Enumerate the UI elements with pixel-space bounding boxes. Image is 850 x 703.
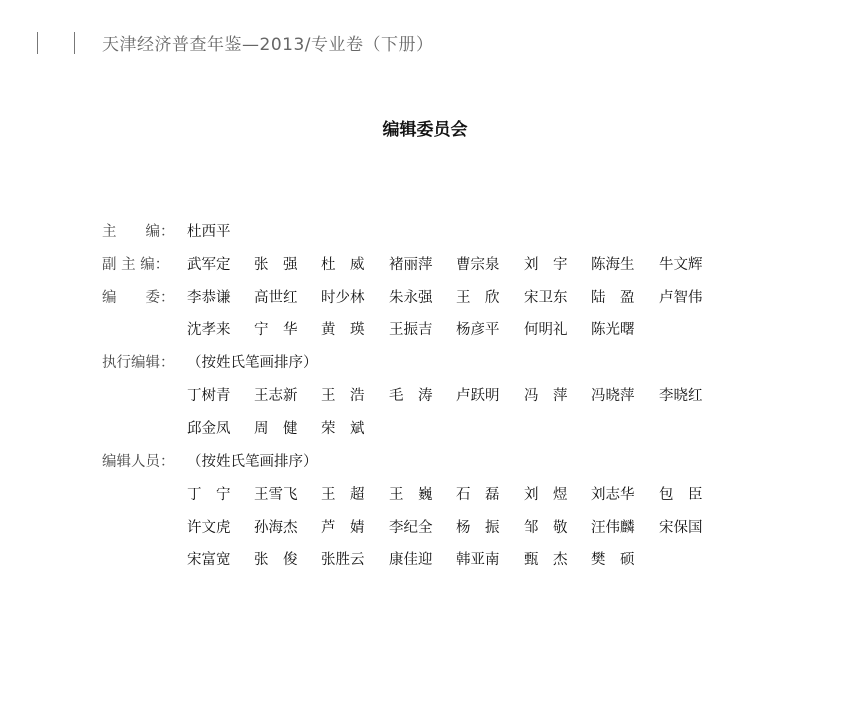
staff-name: 宋保国 xyxy=(659,520,703,536)
book-title: 天津经济普查年鉴—2013/专业卷（下册） xyxy=(102,35,434,55)
staff-name: 杨 振 xyxy=(456,520,500,536)
executive-editor-name: 冯晓萍 xyxy=(591,388,635,404)
committee-member-name: 陈光曙 xyxy=(591,322,635,338)
executive-editor-name: 卢跃明 xyxy=(456,388,500,404)
committee-member-name: 黄 瑛 xyxy=(321,322,365,338)
committee-member-name: 李恭谦 xyxy=(187,290,231,306)
staff-name: 包 臣 xyxy=(659,487,703,503)
sort-note: （按姓氏笔画排序） xyxy=(187,355,318,371)
executive-editors-header xyxy=(0,351,850,375)
deputy-editor-name: 武军定 xyxy=(187,257,231,273)
deputy-editor-name: 褚丽萍 xyxy=(389,257,433,273)
staff-name: 王 超 xyxy=(321,487,365,503)
deputy-editor-name: 杜 威 xyxy=(321,257,365,273)
deputy-editor-name: 牛文辉 xyxy=(659,257,703,273)
committee-member-name: 卢智伟 xyxy=(659,290,703,306)
staff-name: 刘志华 xyxy=(591,487,635,503)
committee-member-name: 王 欣 xyxy=(456,290,500,306)
executive-editor-name: 荣 斌 xyxy=(321,421,365,437)
staff-name: 王 巍 xyxy=(389,487,433,503)
staff-name: 汪伟麟 xyxy=(591,520,635,536)
committee-member-name: 高世红 xyxy=(254,290,298,306)
chief-editor-row xyxy=(0,220,850,244)
staff-name: 甄 杰 xyxy=(524,552,568,568)
header-rule-left xyxy=(37,32,38,54)
executive-editor-name: 邱金凤 xyxy=(187,421,231,437)
executive-editors-row xyxy=(0,384,850,408)
deputy-editors-row xyxy=(0,253,850,277)
page-title: 编辑委员会 xyxy=(382,120,468,140)
staff-row xyxy=(0,483,850,507)
committee-member-name: 王振吉 xyxy=(389,322,433,338)
staff-name: 王雪飞 xyxy=(254,487,298,503)
sort-note: （按姓氏笔画排序） xyxy=(187,454,318,470)
committee-row xyxy=(0,318,850,342)
staff-name: 刘 煜 xyxy=(524,487,568,503)
staff-name: 芦 婧 xyxy=(321,520,365,536)
executive-editor-name: 毛 涛 xyxy=(389,388,433,404)
chief-editor-label: 主 编： xyxy=(102,224,175,240)
staff-name: 张 俊 xyxy=(254,552,298,568)
staff-name: 宋富宽 xyxy=(187,552,231,568)
staff-name: 许文虎 xyxy=(187,520,231,536)
staff-name: 丁 宁 xyxy=(187,487,231,503)
staff-row xyxy=(0,516,850,540)
chief-editor-name: 杜西平 xyxy=(187,224,231,240)
committee-member-name: 杨彦平 xyxy=(456,322,500,338)
header-rule-right xyxy=(74,32,75,54)
staff-row xyxy=(0,548,850,572)
staff-header xyxy=(0,450,850,474)
deputy-editor-name: 曹宗泉 xyxy=(456,257,500,273)
deputy-editor-name: 张 强 xyxy=(254,257,298,273)
executive-editor-name: 李晓红 xyxy=(659,388,703,404)
staff-name: 孙海杰 xyxy=(254,520,298,536)
staff-name: 樊 硕 xyxy=(591,552,635,568)
staff-name: 李纪全 xyxy=(389,520,433,536)
staff-name: 康佳迎 xyxy=(389,552,433,568)
committee-member-name: 朱永强 xyxy=(389,290,433,306)
executive-editor-name: 冯 萍 xyxy=(524,388,568,404)
executive-editors-row xyxy=(0,417,850,441)
executive-editor-name: 周 健 xyxy=(254,421,298,437)
executive-editor-name: 王志新 xyxy=(254,388,298,404)
executive-editor-name: 丁树青 xyxy=(187,388,231,404)
committee-member-name: 沈孝来 xyxy=(187,322,231,338)
running-header xyxy=(0,30,850,56)
deputy-editor-name: 刘 宇 xyxy=(524,257,568,273)
staff-name: 邹 敬 xyxy=(524,520,568,536)
deputy-editors-label: 副 主 编： xyxy=(102,257,170,273)
committee-member-name: 何明礼 xyxy=(524,322,568,338)
committee-member-name: 宁 华 xyxy=(254,322,298,338)
staff-name: 石 磊 xyxy=(456,487,500,503)
executive-editor-name: 王 浩 xyxy=(321,388,365,404)
executive-editors-label: 执行编辑： xyxy=(102,355,175,371)
committee-member-name: 时少林 xyxy=(321,290,365,306)
committee-label: 编 委： xyxy=(102,290,175,306)
deputy-editor-name: 陈海生 xyxy=(591,257,635,273)
committee-member-name: 宋卫东 xyxy=(524,290,568,306)
staff-label: 编辑人员： xyxy=(102,454,175,470)
committee-member-name: 陆 盈 xyxy=(591,290,635,306)
committee-row xyxy=(0,286,850,310)
staff-name: 韩亚南 xyxy=(456,552,500,568)
staff-name: 张胜云 xyxy=(321,552,365,568)
